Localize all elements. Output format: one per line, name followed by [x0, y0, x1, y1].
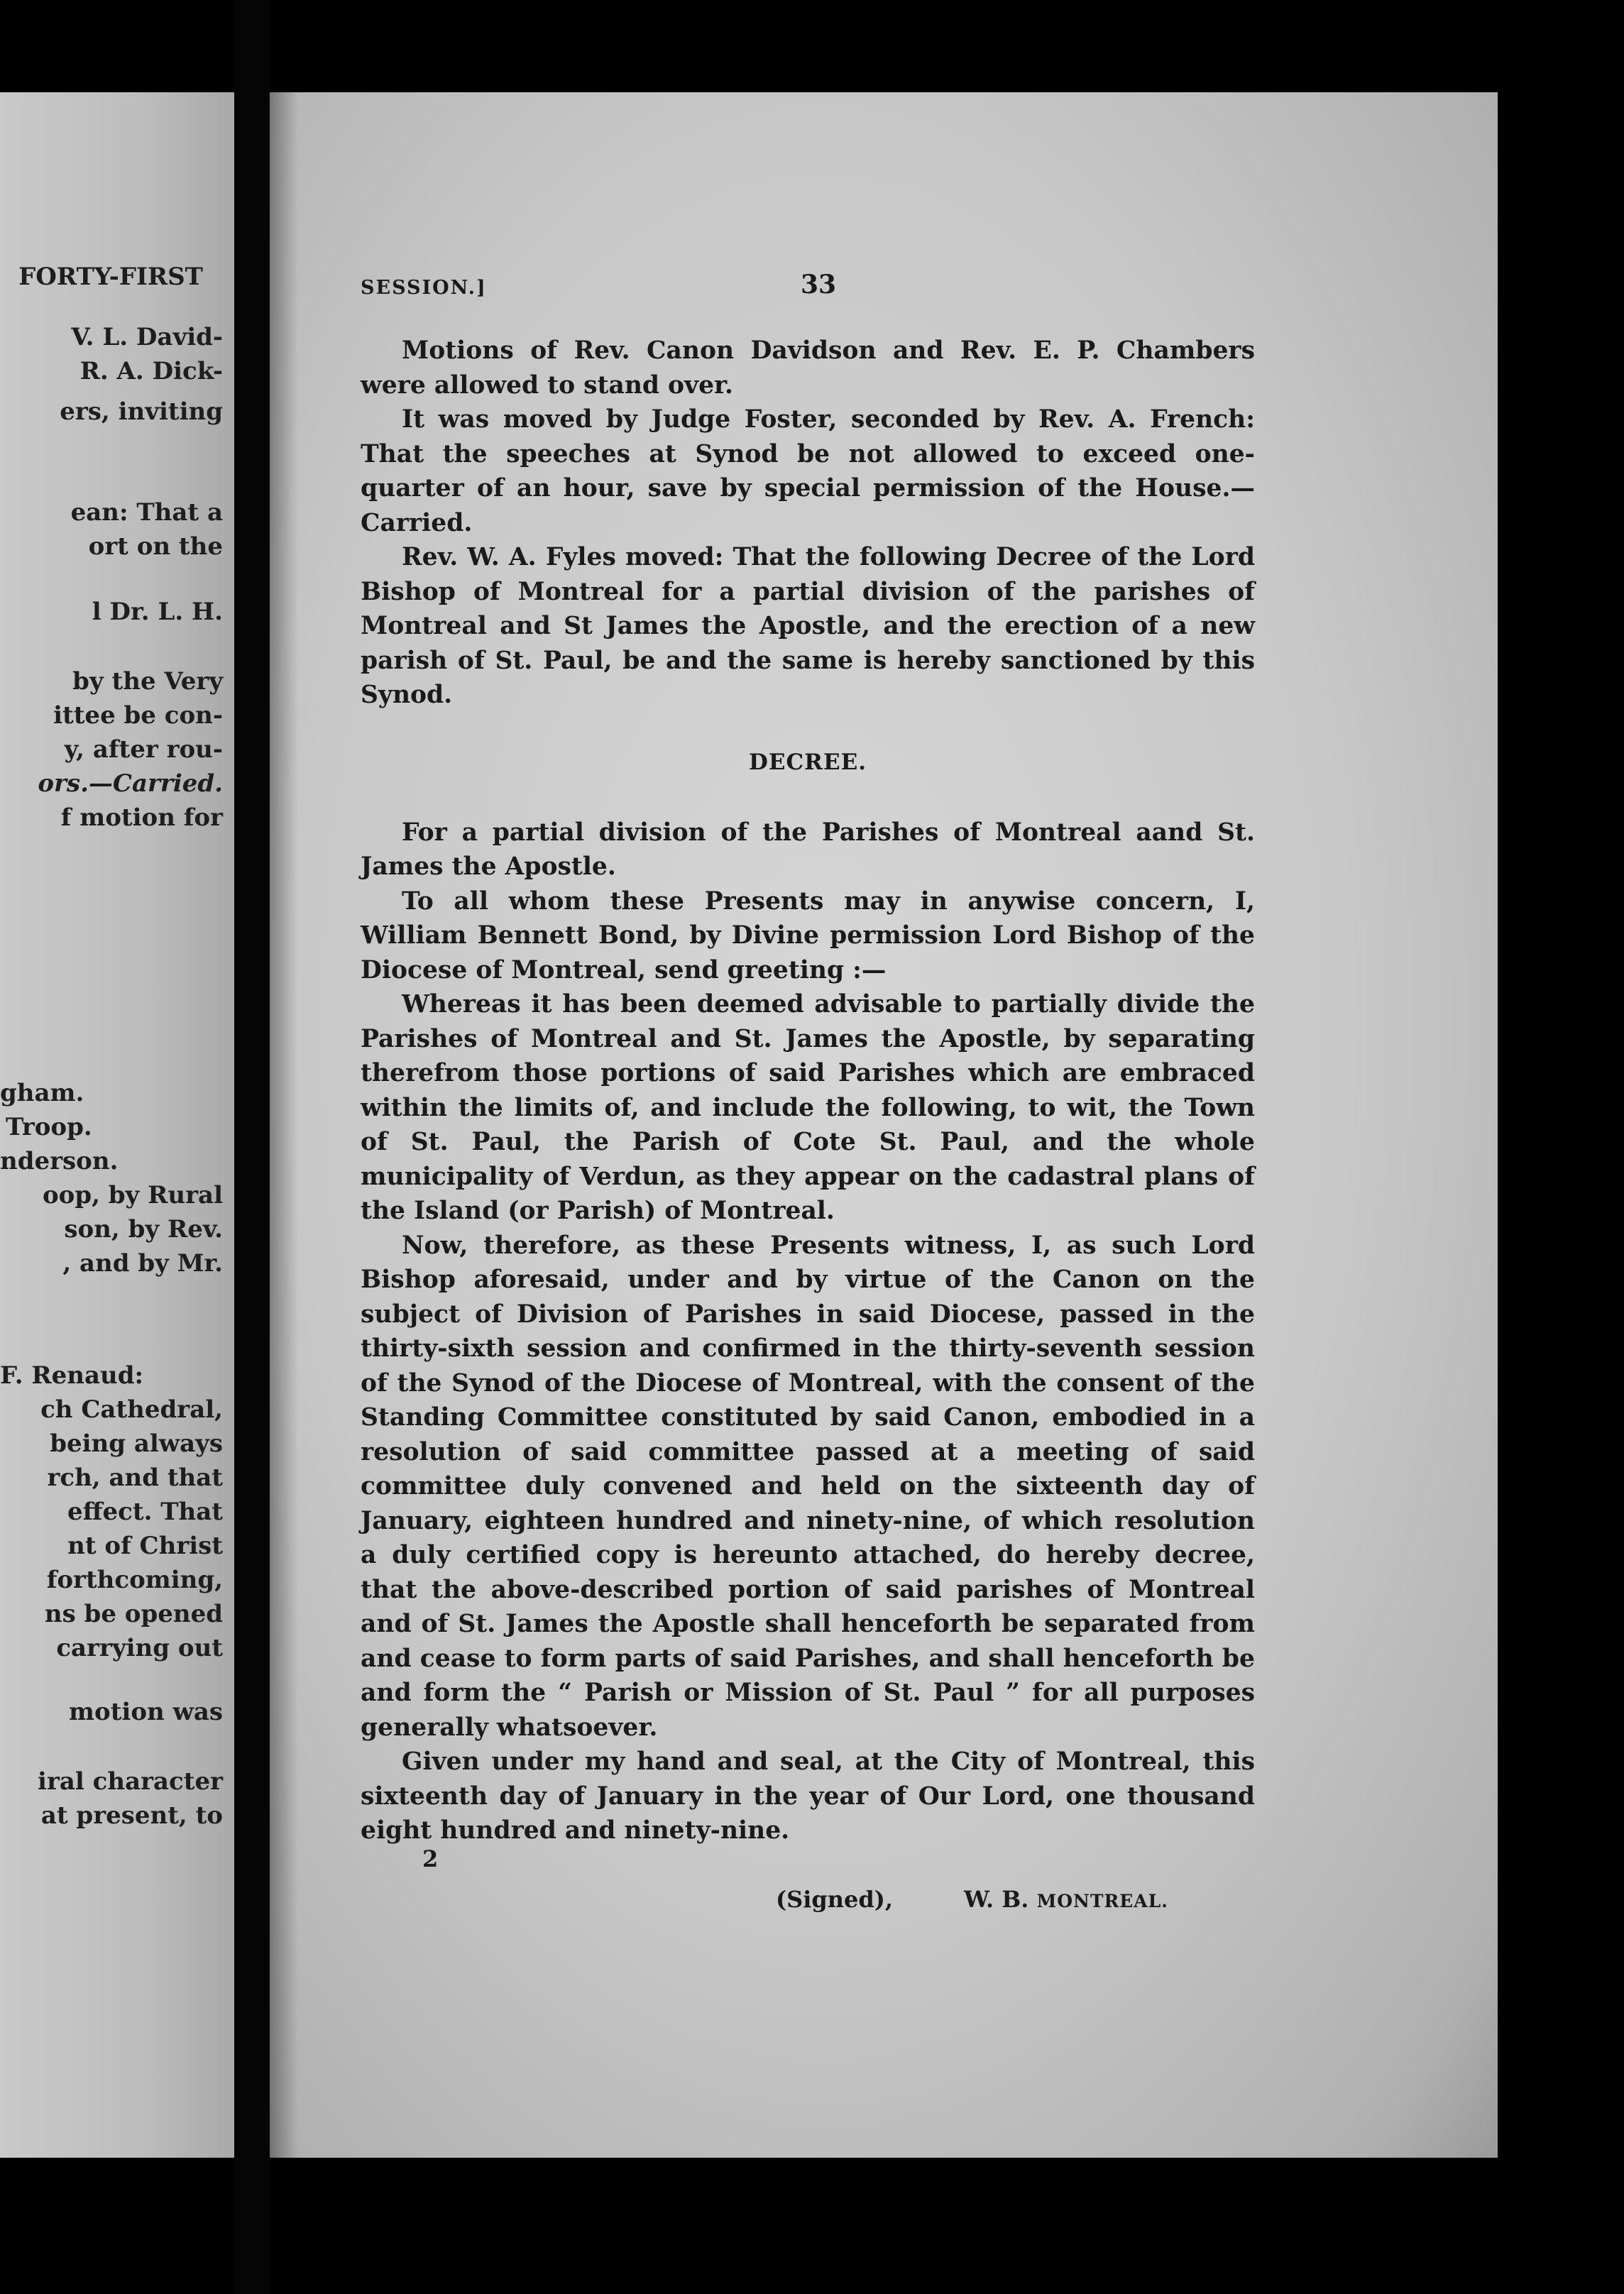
paragraph: Now, therefore, as these Presents witness, I, as such Lord Bishop aforesaid, under and by virtue of the Canon on the subject of Division of Parishes in said Diocese, passed in the thirty-sixth session and confirmed in the thirty-seventh session of the Synod of the Diocese of Montreal, with the consent of the Standing Committee constituted by said Canon, embodied in a resolution of said committee passed at a meeting of said committee duly convened and held on the sixteenth day of January, eighteen hundred and ninety-nine, of which resolution a duly certified copy is hereunto attached, do hereby decree, that the above-described portion of said parishes of Montreal and of St. James the Apostle shall henceforth be separated from and cease to form parts of said Parishes, and shall henceforth be and form the “ Parish or Mission of St. Paul ” for all purposes generally whatsoever.	[361, 1231, 1255, 1742]
body-text	[361, 334, 1255, 1925]
left-line: at present, to	[40, 1801, 223, 1830]
left-line: motion was	[69, 1698, 223, 1726]
left-line: nt of Christ	[67, 1532, 223, 1560]
signature-initials: W. B.	[964, 1885, 1029, 1913]
running-head: SESSION.]	[361, 277, 487, 299]
left-line: ort on the	[88, 532, 223, 561]
page-header	[361, 270, 1498, 305]
left-line: by the Very	[72, 667, 223, 696]
paragraph: It was moved by Judge Foster, seconded by Rev. A. French: That the speeches at Synod be not allowed to exceed one-quarter of an hour, save by special permission of the House.—Carried.	[361, 405, 1255, 537]
left-line: effect. That	[67, 1498, 223, 1526]
signature-row	[361, 1882, 1255, 1925]
signature	[964, 1882, 1168, 1919]
decree-title: DECREE.	[749, 749, 867, 775]
paragraph: Given under my hand and seal, at the City of Montreal, this sixteenth day of January in the year of Our Lord, one thousand eight hundred and ninety-nine.	[361, 1747, 1255, 1845]
left-line: nderson.	[0, 1147, 119, 1175]
spine-shadow	[270, 92, 298, 2158]
left-line: son, by Rev.	[64, 1215, 223, 1244]
left-line: carrying out	[56, 1634, 223, 1662]
left-line: ittee be con-	[53, 701, 223, 730]
signed-label: (Signed),	[776, 1885, 894, 1913]
left-line: l Dr. L. H.	[92, 598, 223, 626]
left-line: y, after rou-	[64, 735, 223, 764]
left-line: FORTY-FIRST	[18, 263, 203, 291]
left-line: ors.—Carried.	[38, 769, 223, 798]
signature-name: MONTREAL.	[1036, 1890, 1168, 1911]
paragraph: For a partial division of the Parishes of Montreal aand St. James the Apostle.	[361, 818, 1255, 881]
left-line: Troop.	[6, 1113, 92, 1141]
paragraph: Rev. W. A. Fyles moved: That the following Decree of the Lord Bishop of Montreal for a partial division of the parishes of Montreal and St James the Apostle, and the erection of a new parish of St. Paul, be and the same is hereby sanctioned by this Synod.	[361, 543, 1255, 709]
left-line: ns be opened	[44, 1600, 223, 1628]
left-line: R. A. Dick-	[79, 357, 223, 385]
left-line: oop, by Rural	[42, 1181, 223, 1209]
title-area	[361, 713, 1255, 816]
left-line: V. L. David-	[71, 323, 223, 351]
left-line: f motion for	[60, 803, 223, 832]
left-line: , and by Mr.	[62, 1249, 223, 1278]
paragraph: To all whom these Presents may in anywise concern, I, William Bennett Bond, by Divine permission Lord Bishop of the Diocese of Montreal, send greeting :—	[361, 887, 1255, 984]
left-line: ch Cathedral,	[40, 1395, 223, 1424]
left-line: being always	[50, 1429, 223, 1458]
left-line: forthcoming,	[46, 1566, 223, 1594]
left-line: F. Renaud:	[0, 1361, 144, 1390]
left-line: iral character	[38, 1767, 223, 1796]
page-number: 33	[801, 270, 837, 300]
paragraph: Whereas it has been deemed advisable to partially divide the Parishes of Montreal and St. James the Apostle, by separating therefrom those portions of said Parishes which are embraced within the limits of, and include the following, to wit, the Town of St. Paul, the Parish of Cote St. Paul, and the whole municipality of Verdun, as they appear on the cadastral plans of the Island (or Parish) of Montreal.	[361, 990, 1255, 1225]
signature-folio: 2	[422, 1845, 439, 1872]
book-gutter	[234, 0, 270, 2294]
left-line: gham.	[0, 1079, 84, 1107]
right-page	[270, 92, 1498, 2158]
paragraph: Motions of Rev. Canon Davidson and Rev. E. P. Chambers were allowed to stand over.	[361, 336, 1255, 400]
left-line: rch, and that	[47, 1464, 223, 1492]
left-facing-page	[0, 92, 234, 2158]
left-line: ers, inviting	[60, 397, 223, 426]
left-line: ean: That a	[70, 498, 223, 527]
